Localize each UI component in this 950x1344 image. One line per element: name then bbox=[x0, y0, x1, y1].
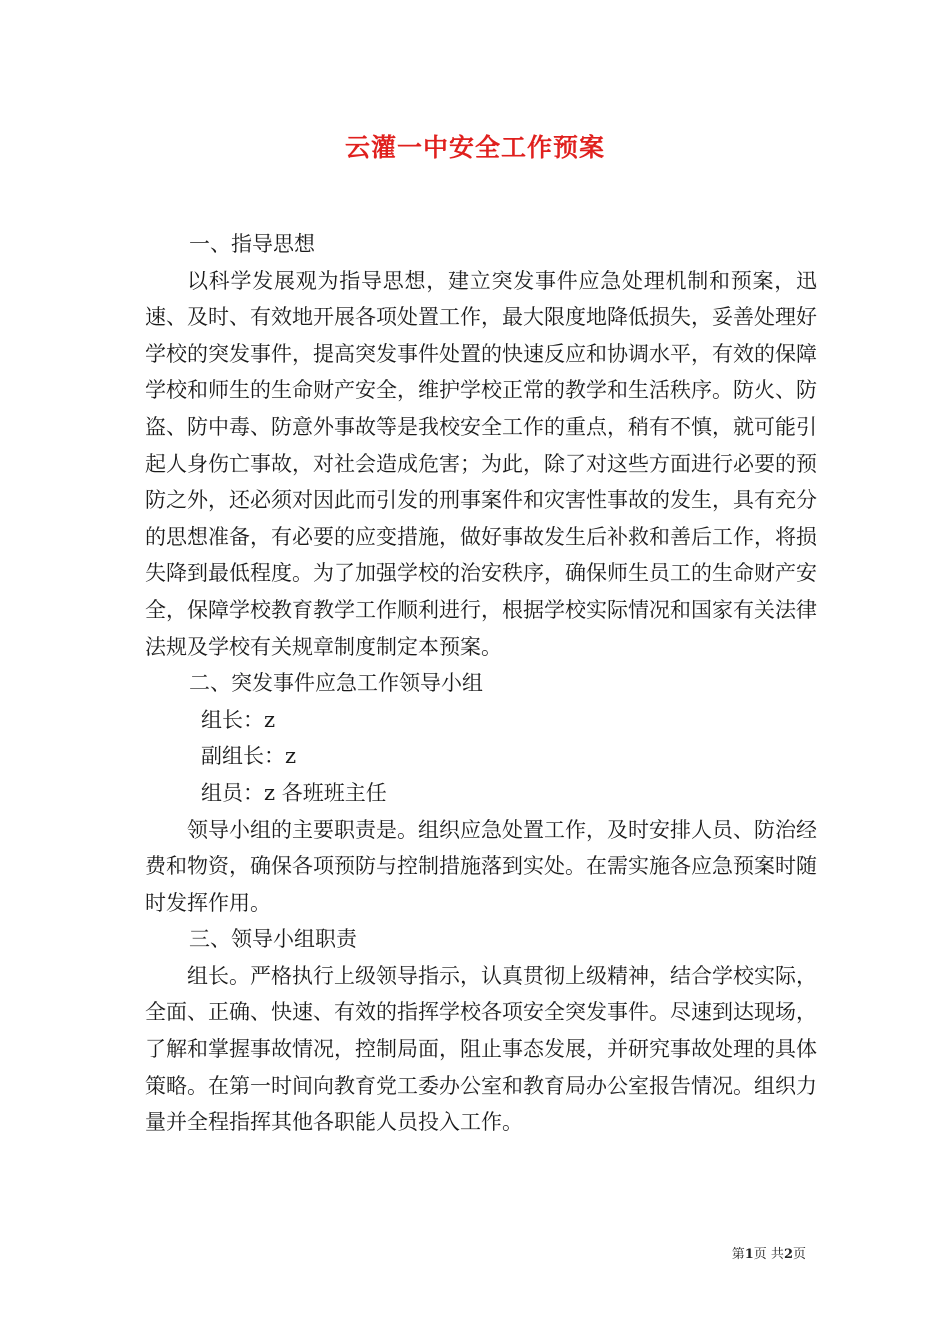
paragraph-group-duties: 领导小组的主要职责是。组织应急处置工作，及时安排人员、防治经费和物资，确保各项预防与控制措施落到实处。在需实施各应急预案时随时发挥作用。 bbox=[145, 817, 817, 915]
group-members-line: 组员：z 各班班主任 bbox=[201, 780, 387, 805]
paragraph-leader-responsibilities: 组长。严格执行上级领导指示，认真贯彻上级精神，结合学校实际，全面、正确、快速、有效的指挥学校各项安全突发事件。尽速到达现场，了解和掌握事故情况，控制局面，阻止事态发展，并研究事故处理的具体策略。在第一时间向教育党工委办公室和教育局办公室报告情况。组织力量并全程指挥其他各职能人员投入工作。 bbox=[145, 963, 817, 1135]
page-footer bbox=[732, 1246, 806, 1264]
footer-prefix: 第 bbox=[731, 1247, 745, 1262]
group-leader-line: 组长：z bbox=[201, 707, 276, 732]
current-page-number: 1 bbox=[744, 1247, 754, 1262]
total-page-number: 2 bbox=[783, 1247, 793, 1262]
document-body bbox=[145, 226, 817, 1141]
footer-middle: 页 共 bbox=[753, 1247, 784, 1262]
section-heading-guiding-ideology: 一、指导思想 bbox=[189, 232, 315, 256]
section-heading-leadership-group: 二、突发事件应急工作领导小组 bbox=[189, 671, 483, 696]
document-title: 云灌一中安全工作预案 bbox=[344, 133, 605, 162]
deputy-leader-line: 副组长：z bbox=[201, 744, 297, 769]
footer-suffix: 页 bbox=[792, 1247, 806, 1262]
paragraph-guiding-ideology: 以科学发展观为指导思想，建立突发事件应急处理机制和预案，迅速、及时、有效地开展各项处置工作，最大限度地降低损失，妥善处理好学校的突发事件，提高突发事件处置的快速反应和协调水平，有效的保障学校和师生的生命财产安全，维护学校正常的教学和生活秩序。防火、防盗、防中毒、防意外事故等是我校安全工作的重点，稍有不慎，就可能引起人身伤亡事故，对社会造成危害；为此，除了对这些方面进行必要的预防之外，还必须对因此而引发的刑事案件和灾害性事故的发生，具有充分的思想准备，有必要的应变措施，做好事故发生后补救和善后工作，将损失降到最低程度。为了加强学校的治安秩序，确保师生员工的生命财产安全，保障学校教育教学工作顺利进行，根据学校实际情况和国家有关法律法规及学校有关规章制度制定本预案。 bbox=[145, 268, 817, 659]
section-heading-group-responsibilities: 三、领导小组职责 bbox=[189, 927, 357, 952]
